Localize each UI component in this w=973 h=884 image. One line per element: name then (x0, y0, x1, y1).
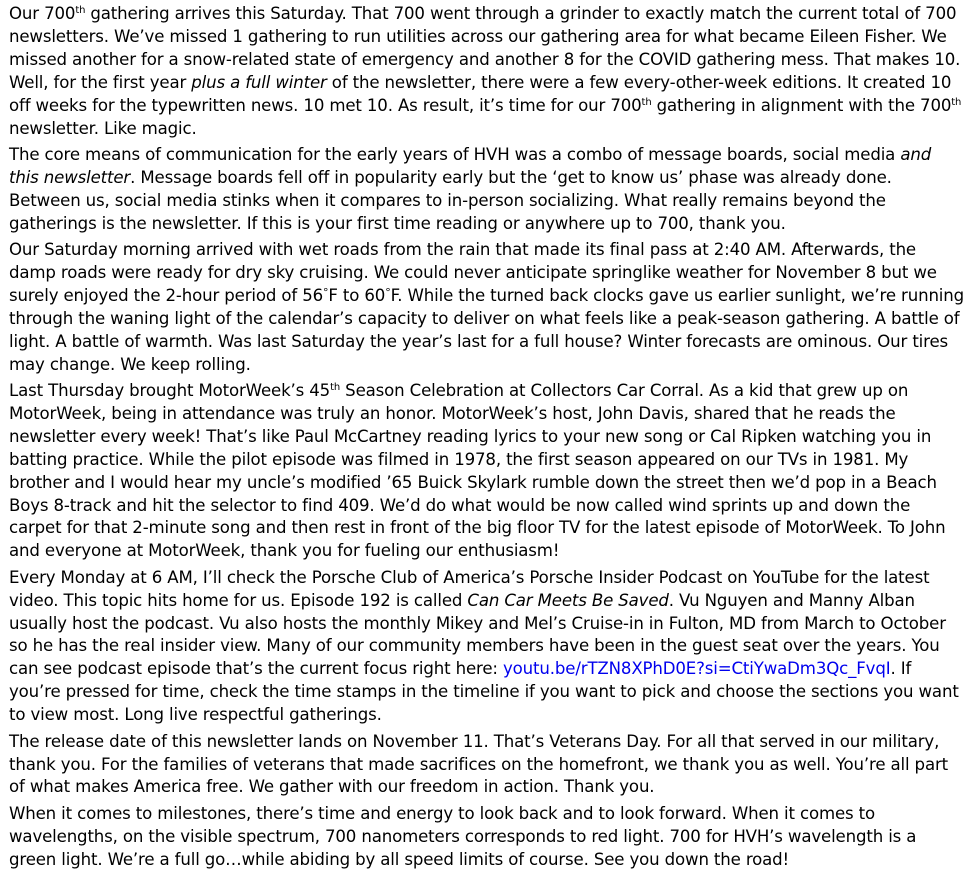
text-run: The release date of this newsletter lands on November 11. That’s Veterans Day. For all that served in our military, thank you. For the families of veterans that made sacrifices on the homefront, we thank you as well. You’re all part of what makes America free. We gather with our freedom in action. Thank you. (9, 731, 948, 797)
emphasis-text: plus a full winter (191, 72, 327, 92)
paragraph-milestones (9, 803, 965, 872)
text-run: gathering in alignment with the 700 (651, 95, 952, 115)
text-run: Season Celebration at Collectors Car Corral. As a kid that grew up on MotorWeek, being in attendance was truly an honor. MotorWeek’s host, John Davis, shared that he reads the newsletter every week! That’s like Paul McCartney reading lyrics to your new song or Cal Ripken watching you in batting practice. While the pilot episode was filmed in 1978, the first season appeared on our TVs in 1981. My brother and I would hear my uncle’s modified ’65 Buick Skylark rumble down the street then we’d pop in a Beach Boys 8-track and hit the selector to find 409. We’d do what would be now called wind sprints up and down the carpet for that 2-minute song and then rest in front of the big floor TV for the latest episode of MotorWeek. To John and everyone at MotorWeek, thank you for fueling our enthusiasm! (9, 381, 946, 561)
text-run: Our 700 (9, 4, 76, 23)
paragraph-saturday-weather (9, 239, 965, 376)
text-run: gathering arrives this Saturday. That 700 went through a grinder to exactly match the current total of 700 newsletters. We’ve missed 1 gathering to run utilities across our gathering area for what became Eileen Fisher. We missed another for a snow-related state of emergency and another 8 for the COVID gathering mess. That makes 10. Well, for the first year (9, 4, 961, 92)
text-run: When it comes to milestones, there’s time and energy to look back and to look forward. When it comes to wavelengths, on the visible spectrum, 700 nanometers corresponds to red light. 700 for HVH’s wavelength is a green light. We’re a full go…while abiding by all speed limits of course. See you down the road! (9, 803, 917, 869)
text-run: . Vu Nguyen and Manny Alban usually host the podcast. Vu also hosts the monthly Mikey and Mel’s Cruise-in in Fulton, MD from March to October so he has the real insider view. Many of our community members have been in the guest seat over the years. You can see podcast episode that’s the current focus right here: (9, 590, 946, 679)
text-run: Every Monday at 6 AM, I’ll check the Porsche Club of America’s Porsche Insider Podcast on YouTube for the latest video. This topic hits home for us. Episode 192 is called (9, 567, 930, 610)
text-run: . If you’re pressed for time, check the time stamps in the timeline if you want to pick and choose the sections you want to view most. Long live respectful gatherings. (9, 659, 959, 725)
text-run: Our Saturday morning arrived with wet roads from the rain that made its final pass at 2:40 AM. Afterwards, the damp roads were ready for dry sky cruising. We could never anticipate springlike weather for November 8 but we surely enjoyed the 2-hour period of 56 (9, 240, 937, 305)
emphasis-text: and this newsletter (9, 144, 932, 187)
text-run: . Message boards fell off in popularity early but the ‘get to know us’ phase was already done. Between us, social media stinks when it compares to in-person socializing. What really remains beyond the gatherings is the newsletter. If this is your first time reading or anywhere up to 700, thank you. (9, 167, 892, 233)
degree-symbol: ° (323, 285, 329, 299)
paragraph-podcast (9, 567, 965, 727)
text-run: newsletter. Like magic. (9, 118, 197, 138)
emphasis-text: Can Car Meets Be Saved (467, 590, 669, 610)
podcast-link[interactable]: youtu.be/rTZN8XPhD0E?si=CtiYwaDm3Qc_FvqI (503, 659, 891, 679)
paragraph-veterans-day (9, 731, 965, 800)
text-run: of the newsletter, there were a few every-other-week editions. It created 10 off weeks for the typewritten news. 10 met 10. As result, it’s time for our 700 (9, 72, 952, 115)
paragraph-communication (9, 144, 965, 236)
ordinal-suffix: th (75, 5, 86, 16)
paragraph-motorweek (9, 380, 965, 563)
ordinal-suffix: th (330, 382, 341, 393)
text-run: The core means of communication for the early years of HVH was a combo of message boards, social media (9, 144, 901, 164)
paragraph-700th-gathering (9, 3, 965, 140)
ordinal-suffix: th (641, 96, 652, 108)
text-run: F. While the turned back clocks gave us earlier sunlight, we’re running through the waning light of the calendar’s capacity to deliver on what feels like a peak-season gathering. A battle of light. A battle of warmth. Was last Saturday the year’s last for a full house? Winter forecasts are ominous. Our tires may change. We keep rolling. (9, 285, 965, 374)
text-run: F to 60 (328, 285, 386, 305)
text-run: Last Thursday brought MotorWeek’s 45 (9, 381, 331, 400)
ordinal-suffix: th (951, 96, 962, 108)
degree-symbol: ° (385, 285, 391, 299)
